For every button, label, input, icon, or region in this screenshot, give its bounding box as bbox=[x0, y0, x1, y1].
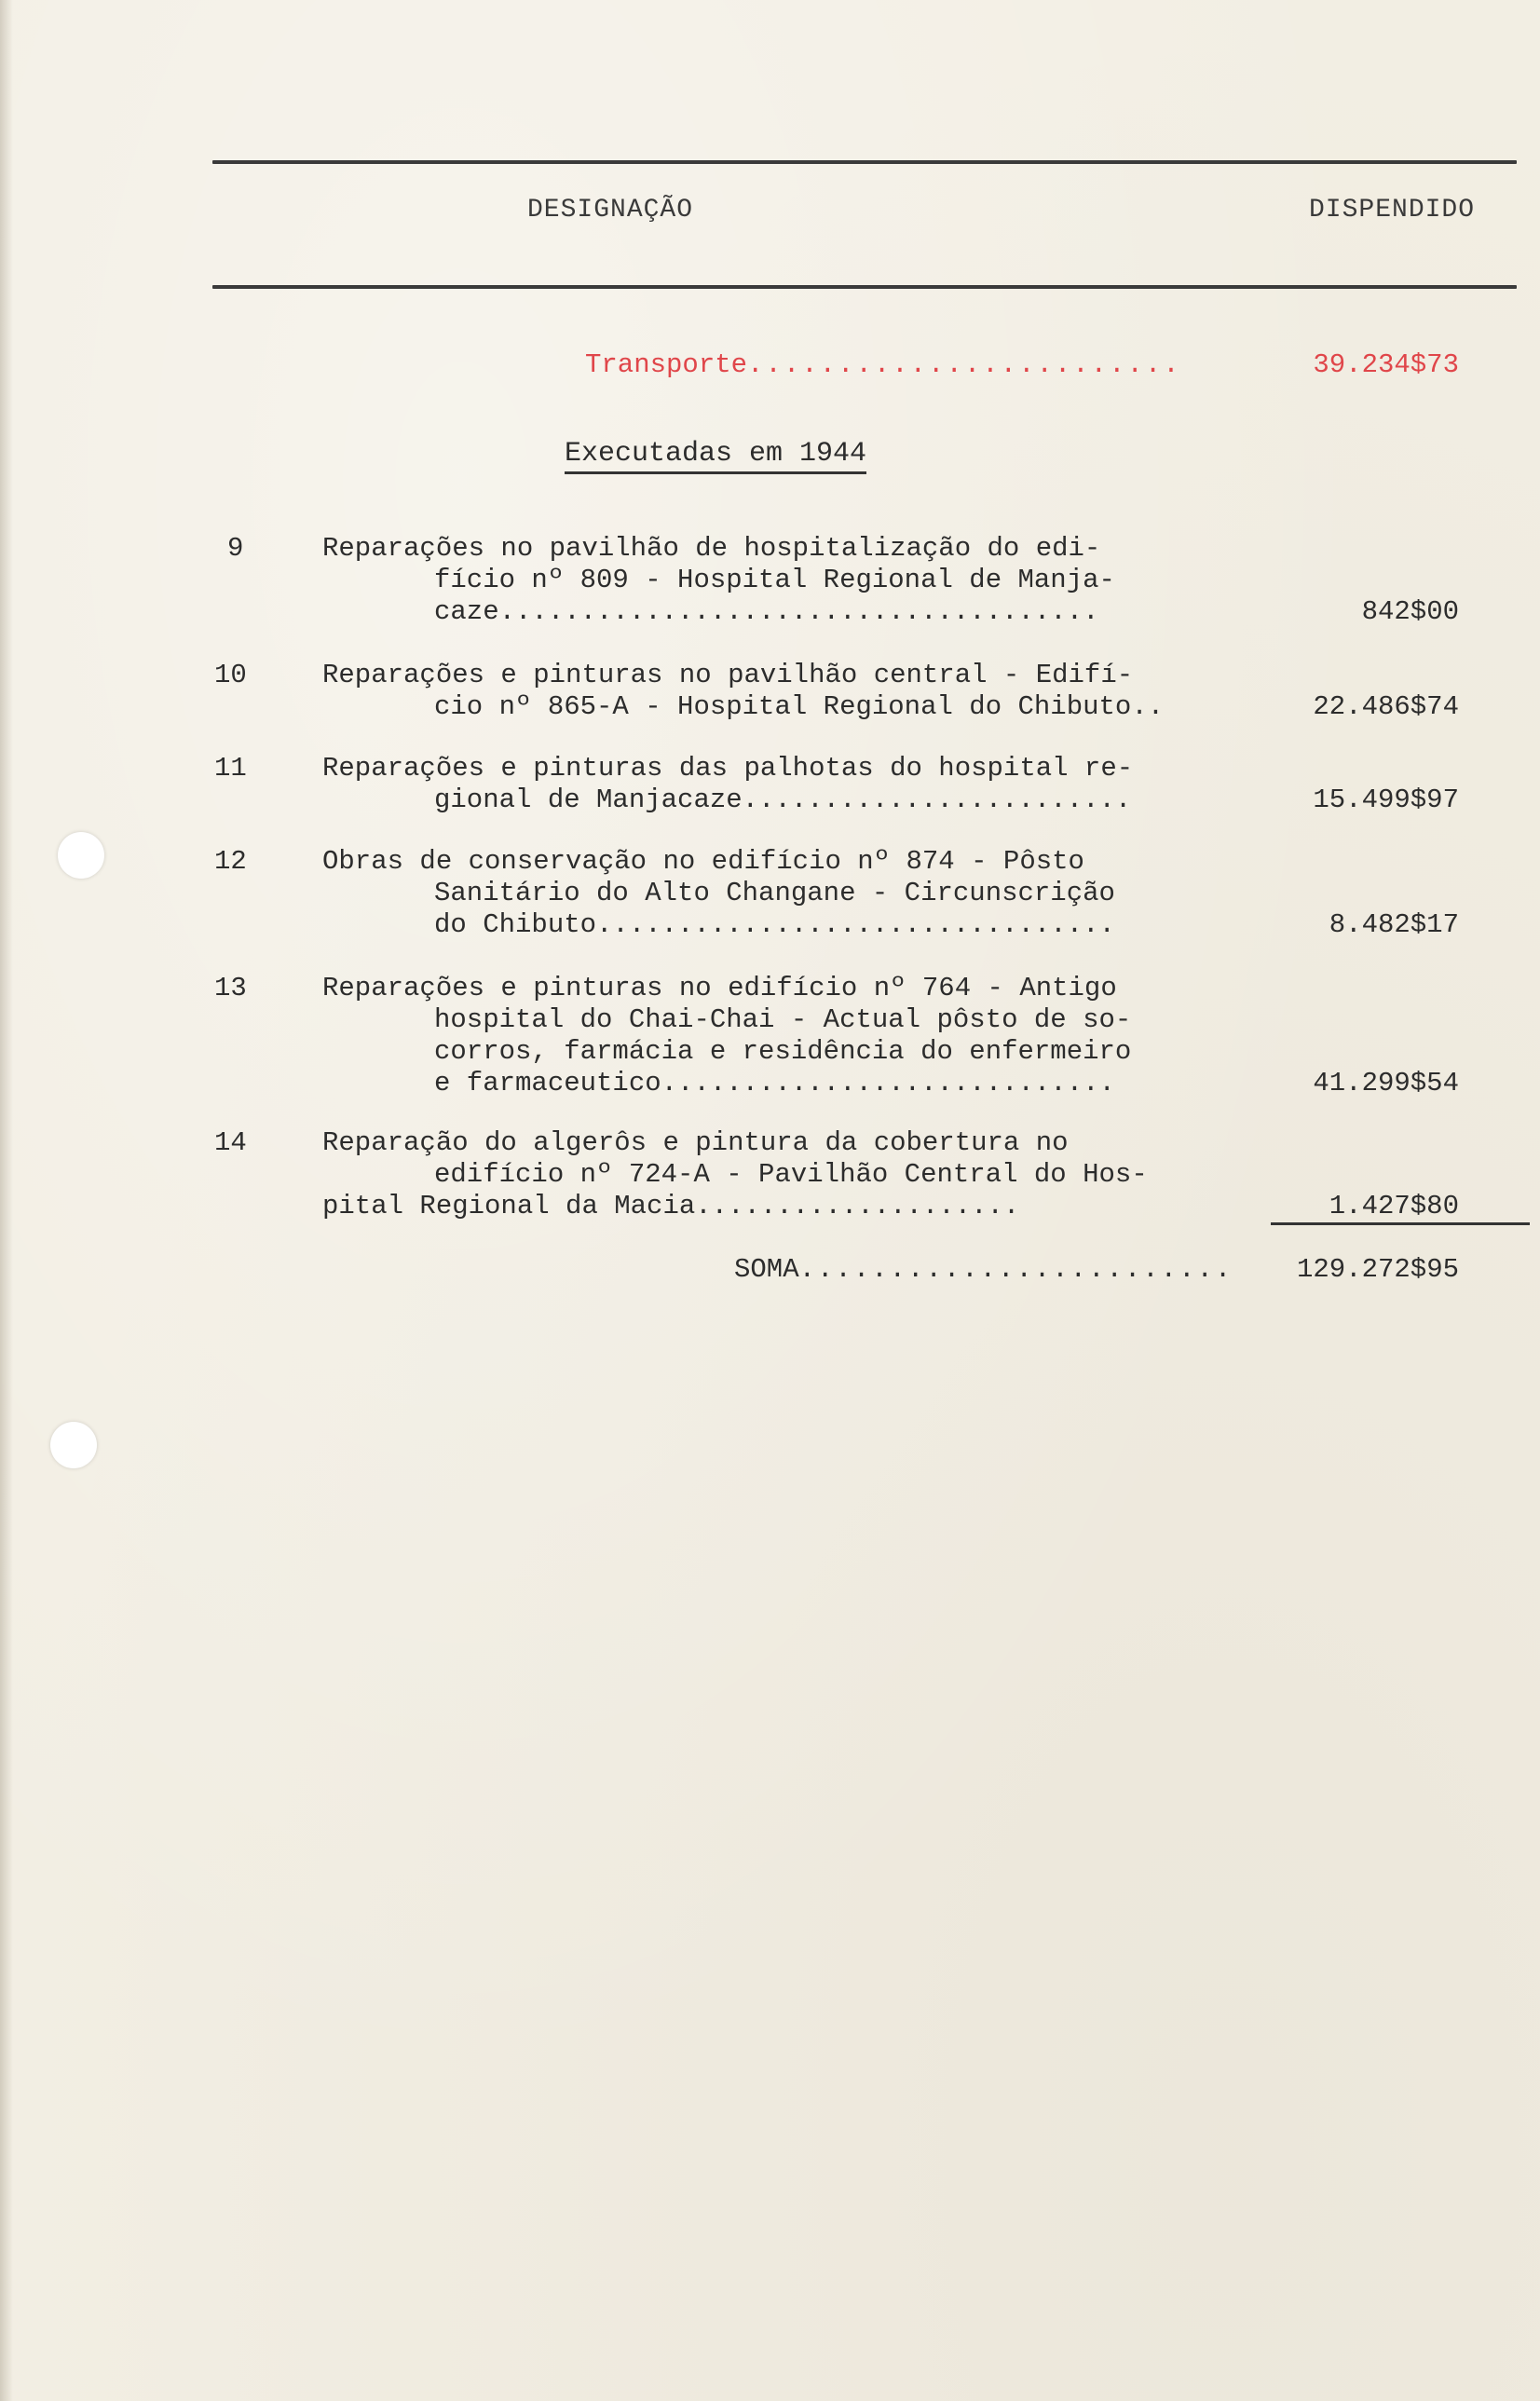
sum-rule bbox=[1271, 1222, 1530, 1225]
item-number: 13 bbox=[214, 973, 247, 1003]
transport-amount: 39.234$73 bbox=[1313, 349, 1459, 380]
item-description-line: Reparação do algerôs e pintura da cobertura no bbox=[322, 1127, 1069, 1158]
item-amount: 1.427$80 bbox=[1329, 1191, 1459, 1221]
item-amount: 842$00 bbox=[1361, 596, 1459, 627]
total-amount: 129.272$95 bbox=[1296, 1254, 1459, 1285]
item-description-line: Reparações e pinturas das palhotas do hospital re- bbox=[322, 753, 1134, 784]
punch-hole-upper bbox=[58, 832, 104, 879]
item-amount: 8.482$17 bbox=[1329, 909, 1459, 940]
total-row bbox=[734, 1254, 1233, 1286]
column-header-designation: DESIGNAÇÃO bbox=[527, 196, 694, 225]
column-header-spent: DISPENDIDO bbox=[1309, 196, 1476, 225]
header-top-rule bbox=[212, 160, 1517, 164]
item-description-line: edifício nº 724-A - Pavilhão Central do Hos- bbox=[434, 1159, 1148, 1190]
total-label: SOMA bbox=[734, 1254, 799, 1285]
transport-dots: ........................ bbox=[747, 349, 1181, 380]
item-description-line: gional de Manjacaze........................ bbox=[434, 784, 1132, 815]
item-number: 12 bbox=[214, 846, 247, 877]
item-description-line: Sanitário do Alto Changane - Circunscrição bbox=[434, 878, 1115, 908]
header-bottom-rule bbox=[212, 285, 1517, 289]
item-number: 10 bbox=[214, 660, 247, 690]
item-description-line: fício nº 809 - Hospital Regional de Manja- bbox=[434, 565, 1115, 595]
total-dots: ........................ bbox=[798, 1254, 1233, 1285]
item-description-line: pital Regional da Macia.................... bbox=[322, 1191, 1020, 1221]
item-number: 9 bbox=[227, 533, 244, 564]
item-amount: 22.486$74 bbox=[1313, 691, 1459, 722]
item-number: 11 bbox=[214, 753, 247, 784]
item-description-line: hospital do Chai-Chai - Actual pôsto de so- bbox=[434, 1004, 1132, 1035]
transport-label: Transporte bbox=[585, 349, 748, 380]
item-description-line: do Chibuto................................ bbox=[434, 909, 1115, 940]
item-description-line: Reparações e pinturas no pavilhão central - Edifí- bbox=[322, 660, 1134, 690]
item-amount: 41.299$54 bbox=[1313, 1068, 1459, 1098]
item-description-line: Reparações e pinturas no edifício nº 764 - Antigo bbox=[322, 973, 1117, 1003]
item-description-line: cio nº 865-A - Hospital Regional do Chibuto.. bbox=[434, 691, 1165, 722]
item-description-line: e farmaceutico............................ bbox=[434, 1068, 1115, 1098]
item-number: 14 bbox=[214, 1127, 247, 1158]
item-description-line: Obras de conservação no edifício nº 874 - Pôsto bbox=[322, 846, 1084, 877]
page-edge-shadow bbox=[0, 0, 13, 2401]
item-description-line: caze..................................... bbox=[434, 596, 1099, 627]
punch-hole-lower bbox=[50, 1422, 97, 1468]
section-title: Executadas em 1944 bbox=[565, 438, 866, 474]
item-description-line: corros, farmácia e residência do enfermeiro bbox=[434, 1036, 1132, 1067]
item-amount: 15.499$97 bbox=[1313, 784, 1459, 815]
item-description-line: Reparações no pavilhão de hospitalização do edi- bbox=[322, 533, 1101, 564]
transport-row bbox=[585, 349, 1181, 381]
